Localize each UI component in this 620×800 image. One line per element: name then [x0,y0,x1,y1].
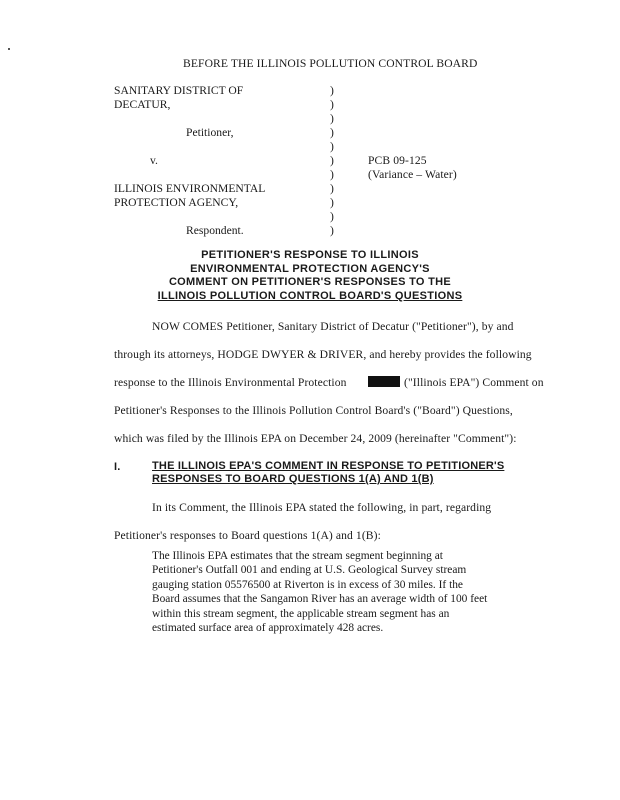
intro-line3a: response to the Illinois Environmental Protection [114,376,347,389]
section-numeral: I. [114,461,121,473]
section-para-line1: In its Comment, the Illinois EPA stated the following, in part, regarding [152,501,492,514]
block-quote [152,549,492,635]
caption-paren: ) [330,140,334,153]
respondent-name-line2: PROTECTION AGENCY, [114,196,239,209]
intro-line3b: ("Illinois EPA") Comment on [404,376,544,389]
quote-line3: gauging station 05576500 at Riverton is in excess of 30 miles. If the [152,578,463,591]
petitioner-name-line2: DECATUR, [114,98,171,111]
title-line4: ILLINOIS POLLUTION CONTROL BOARD'S QUESTIONS [157,289,463,302]
case-type: (Variance – Water) [368,168,457,181]
respondent-role: Respondent. [186,224,244,237]
caption-paren: ) [330,196,334,209]
caption-paren: ) [330,154,334,167]
case-number: PCB 09-125 [368,154,427,167]
respondent-name-line1: ILLINOIS ENVIRONMENTAL [114,182,266,195]
caption-paren: ) [330,224,334,237]
document-title [140,249,480,303]
board-title: BEFORE THE ILLINOIS POLLUTION CONTROL BOARD [183,57,478,70]
title-line1: PETITIONER'S RESPONSE TO ILLINOIS [201,249,419,261]
caption-paren: ) [330,210,334,223]
section-heading-line1: THE ILLINOIS EPA'S COMMENT IN RESPONSE TO PETITIONER'S [152,460,505,472]
title-line2: ENVIRONMENTAL PROTECTION AGENCY'S [190,262,430,275]
quote-line1: The Illinois EPA estimates that the stream segment beginning at [152,550,443,562]
quote-line5: within this stream segment, the applicable stream segment has an [152,607,450,620]
petitioner-role: Petitioner, [186,126,234,139]
caption-paren: ) [330,126,334,139]
caption-paren: ) [330,112,334,125]
caption-paren: ) [330,182,334,195]
caption-paren: ) [330,168,334,181]
intro-line5: which was filed by the Illinois EPA on December 24, 2009 (hereinafter "Comment"): [114,432,517,445]
petitioner-name-line1: SANITARY DISTRICT OF [114,84,244,97]
redaction-block [368,376,400,387]
intro-line1: NOW COMES Petitioner, Sanitary District of Decatur ("Petitioner"), by and [152,320,514,333]
caption-paren: ) [330,98,334,111]
caption-paren: ) [330,84,334,97]
section-para-line2: Petitioner's responses to Board questions 1(A) and 1(B): [114,529,381,542]
title-line3: COMMENT ON PETITIONER'S RESPONSES TO THE [168,276,452,288]
versus-label: v. [150,154,158,167]
intro-line4: Petitioner's Responses to the Illinois Pollution Control Board's ("Board") Questions, [114,404,513,417]
quote-line4: Board assumes that the Sangamon River has an average width of 100 feet [152,593,488,606]
intro-line2: through its attorneys, HODGE DWYER & DRIVER, and hereby provides the following [114,348,532,361]
section-heading-line2: RESPONSES TO BOARD QUESTIONS 1(A) AND 1(B) [152,473,434,485]
quote-line2: Petitioner's Outfall 001 and ending at U.S. Geological Survey stream [152,564,467,577]
quote-line6: estimated surface area of approximately 428 acres. [152,622,384,635]
scan-speck [8,48,10,50]
